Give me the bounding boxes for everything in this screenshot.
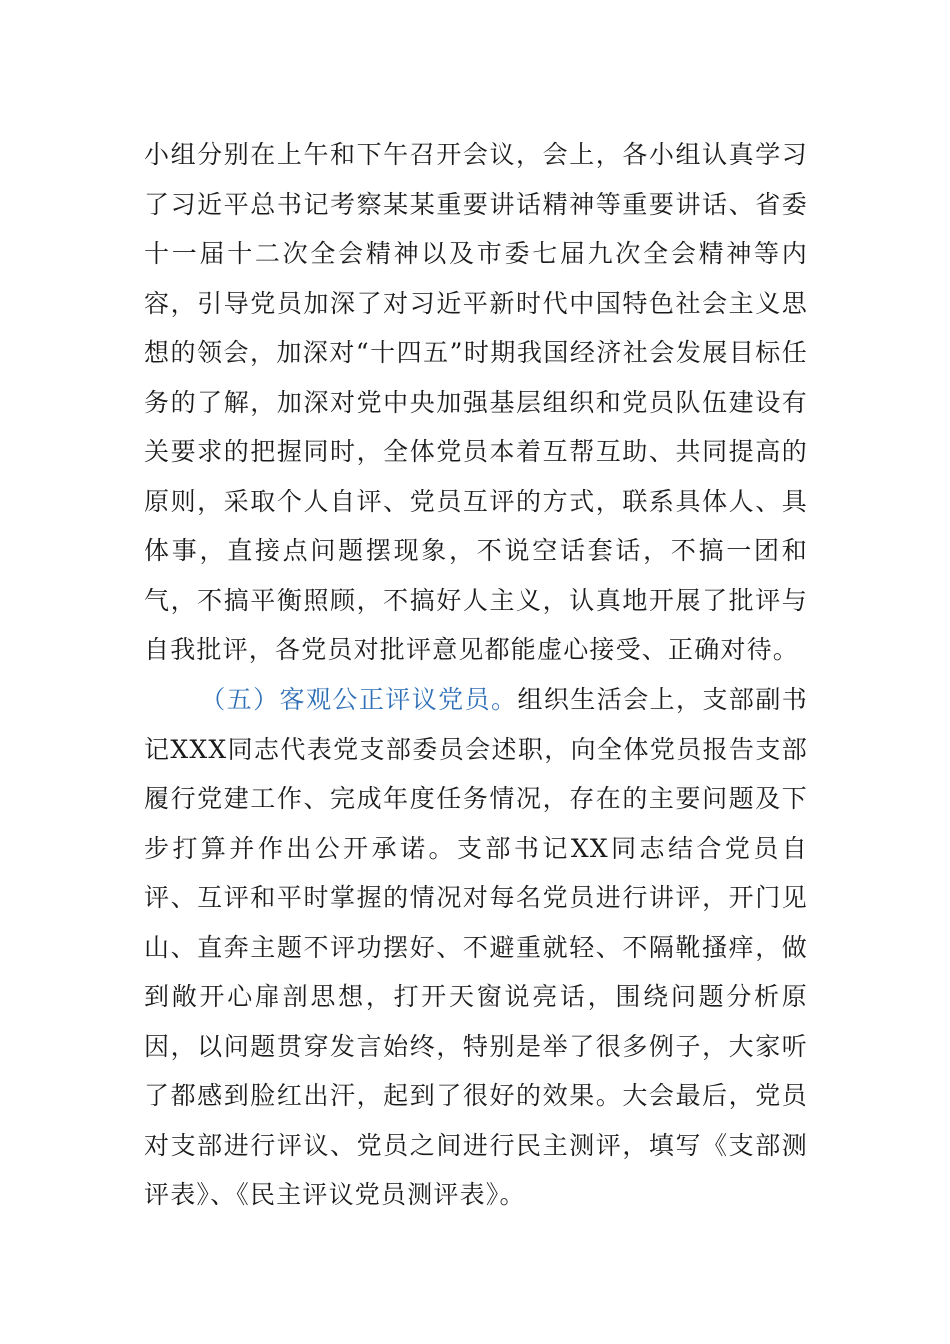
paragraph-2-body: 组织生活会上，支部副书记XXX同志代表党支部委员会述职，向全体党员报告支部履行党建工作、完成年度任务情况，存在的主要问题及下步打算并作出公开承诺。支部书记XX同志结合党员自评、互评和平时掌握的情况对每名党员进行讲评，开门见山、直奔主题不评功摆好、不避重就轻、不隔靴搔痒，做到敞开心扉剖思想，打开天窗说亮话，围绕问题分析原因，以问题贯穿发言始终，特别是举了很多例子，大家听了都感到脸红出汗，起到了很好的效果。大会最后，党员对支部进行评议、党员之间进行民主测评，填写《支部测评表》、《民主评议党员测评表》。 [144,685,808,1209]
paragraph-1-text: 小组分别在上午和下午召开会议，会上，各小组认真学习了习近平总书记考察某某重要讲话精神等重要讲话、省委十一届十二次全会精神以及市委七届九次全会精神等内容，引导党员加深了对习近平新时代中国特色社会主义思想的领会，加深对“十四五”时期我国经济社会发展目标任务的了解，加深对党中央加强基层组织和党员队伍建设有关要求的把握同时，全体党员本着互帮互助、共同提高的原则，采取个人自评、党员互评的方式，联系具体人、具体事，直接点问题摆现象，不说空话套话，不搞一团和气，不搞平衡照顾，不搞好人主义，认真地开展了批评与自我批评，各党员对批评意见都能虚心接受、正确对待。 [144,140,808,664]
paragraph-continuation [144,130,808,675]
paragraph-section-five [144,675,808,1220]
section-heading: （五）客观公正评议党员。 [200,685,518,714]
paragraph-2 [144,675,808,1220]
